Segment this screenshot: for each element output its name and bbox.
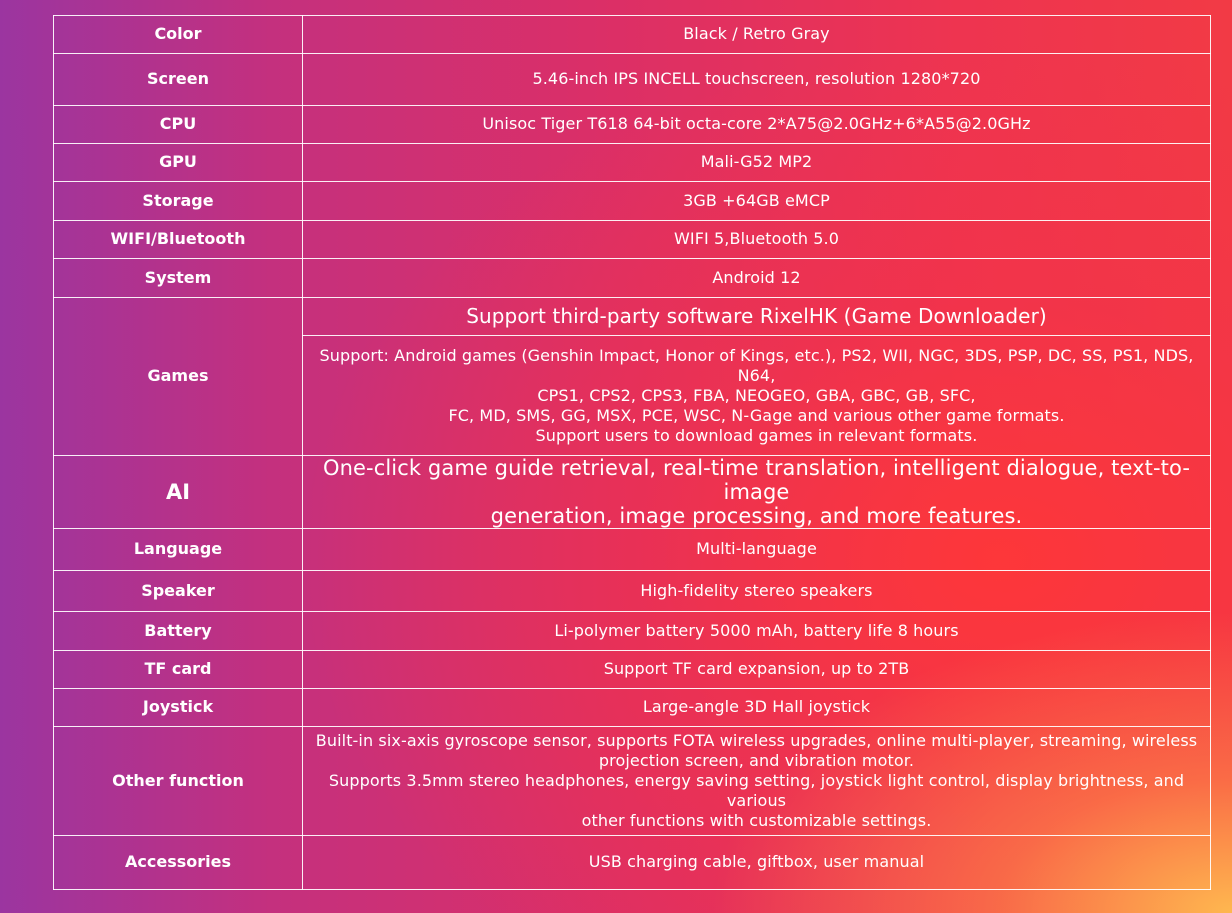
- spec-label: Joystick: [54, 689, 303, 727]
- text-line: Support users to download games in relevant formats.: [535, 425, 978, 445]
- spec-row-language: [54, 529, 1211, 571]
- spec-value: Black / Retro Gray: [303, 16, 1211, 54]
- spec-value: 3GB +64GB eMCP: [303, 182, 1211, 221]
- spec-label: TF card: [54, 651, 303, 689]
- spec-label: AI: [54, 456, 303, 529]
- text-line: generation, image processing, and more features.: [490, 504, 1023, 529]
- spec-value: Mali-G52 MP2: [303, 144, 1211, 182]
- spec-label: Color: [54, 16, 303, 54]
- spec-value: Android 12: [303, 259, 1211, 298]
- spec-row-joystick: [54, 689, 1211, 727]
- spec-label: Language: [54, 529, 303, 571]
- spec-row-screen: [54, 54, 1211, 106]
- spec-value: 5.46-inch IPS INCELL touchscreen, resolution 1280*720: [303, 54, 1211, 106]
- spec-value: Large-angle 3D Hall joystick: [303, 689, 1211, 727]
- spec-label: Screen: [54, 54, 303, 106]
- spec-value: Multi-language: [303, 529, 1211, 571]
- spec-row-wifi: [54, 221, 1211, 259]
- spec-label: Accessories: [54, 836, 303, 890]
- spec-row-storage: [54, 182, 1211, 221]
- spec-value: USB charging cable, giftbox, user manual: [303, 836, 1211, 890]
- spec-row-gpu: [54, 144, 1211, 182]
- spec-label: System: [54, 259, 303, 298]
- text-line: CPS1, CPS2, CPS3, FBA, NEOGEO, GBA, GBC, GB, SFC,: [537, 385, 976, 405]
- text-line: One-click game guide retrieval, real-time translation, intelligent dialogue, text-to-image: [322, 456, 1190, 505]
- spec-value: High-fidelity stereo speakers: [303, 571, 1211, 612]
- spec-label: Battery: [54, 612, 303, 651]
- spec-label: CPU: [54, 106, 303, 144]
- spec-row-cpu: [54, 106, 1211, 144]
- spec-row-games: [54, 298, 1211, 336]
- spec-row-system: [54, 259, 1211, 298]
- spec-value: WIFI 5,Bluetooth 5.0: [303, 221, 1211, 259]
- spec-value-other: [303, 727, 1211, 836]
- spec-label: Games: [54, 298, 303, 456]
- spec-value: Li-polymer battery 5000 mAh, battery life 8 hours: [303, 612, 1211, 651]
- spec-row-color: [54, 16, 1211, 54]
- spec-value-ai: [303, 456, 1211, 529]
- spec-label: WIFI/Bluetooth: [54, 221, 303, 259]
- spec-label: Other function: [54, 727, 303, 836]
- text-line: Built-in six-axis gyroscope sensor, supports FOTA wireless upgrades, online multi-player, streaming, wireless: [315, 731, 1198, 751]
- spec-value-games-downloader: Support third-party software RixelHK (Game Downloader): [303, 298, 1211, 336]
- spec-value: Support TF card expansion, up to 2TB: [303, 651, 1211, 689]
- spec-row-battery: [54, 612, 1211, 651]
- spec-row-ai: [54, 456, 1211, 529]
- spec-value: Unisoc Tiger T618 64-bit octa-core 2*A75@2.0GHz+6*A55@2.0GHz: [303, 106, 1211, 144]
- spec-label: Speaker: [54, 571, 303, 612]
- text-line: other functions with customizable settings.: [581, 811, 932, 831]
- spec-row-speaker: [54, 571, 1211, 612]
- text-line: FC, MD, SMS, GG, MSX, PCE, WSC, N-Gage and various other game formats.: [448, 405, 1065, 425]
- text-line: Support: Android games (Genshin Impact, Honor of Kings, etc.), PS2, WII, NGC, 3DS, PSP, DC, SS, PS1, NDS, N64,: [319, 345, 1194, 385]
- spec-row-accessories: [54, 836, 1211, 890]
- text-line: projection screen, and vibration motor.: [598, 751, 915, 771]
- text-line: Supports 3.5mm stereo headphones, energy saving setting, joystick light control, display brightness, and various: [328, 771, 1185, 811]
- spec-label: Storage: [54, 182, 303, 221]
- spec-value-games-formats: [303, 336, 1211, 456]
- spec-table: [53, 15, 1211, 890]
- spec-row-tf-card: [54, 651, 1211, 689]
- spec-label: GPU: [54, 144, 303, 182]
- spec-row-other-function: [54, 727, 1211, 836]
